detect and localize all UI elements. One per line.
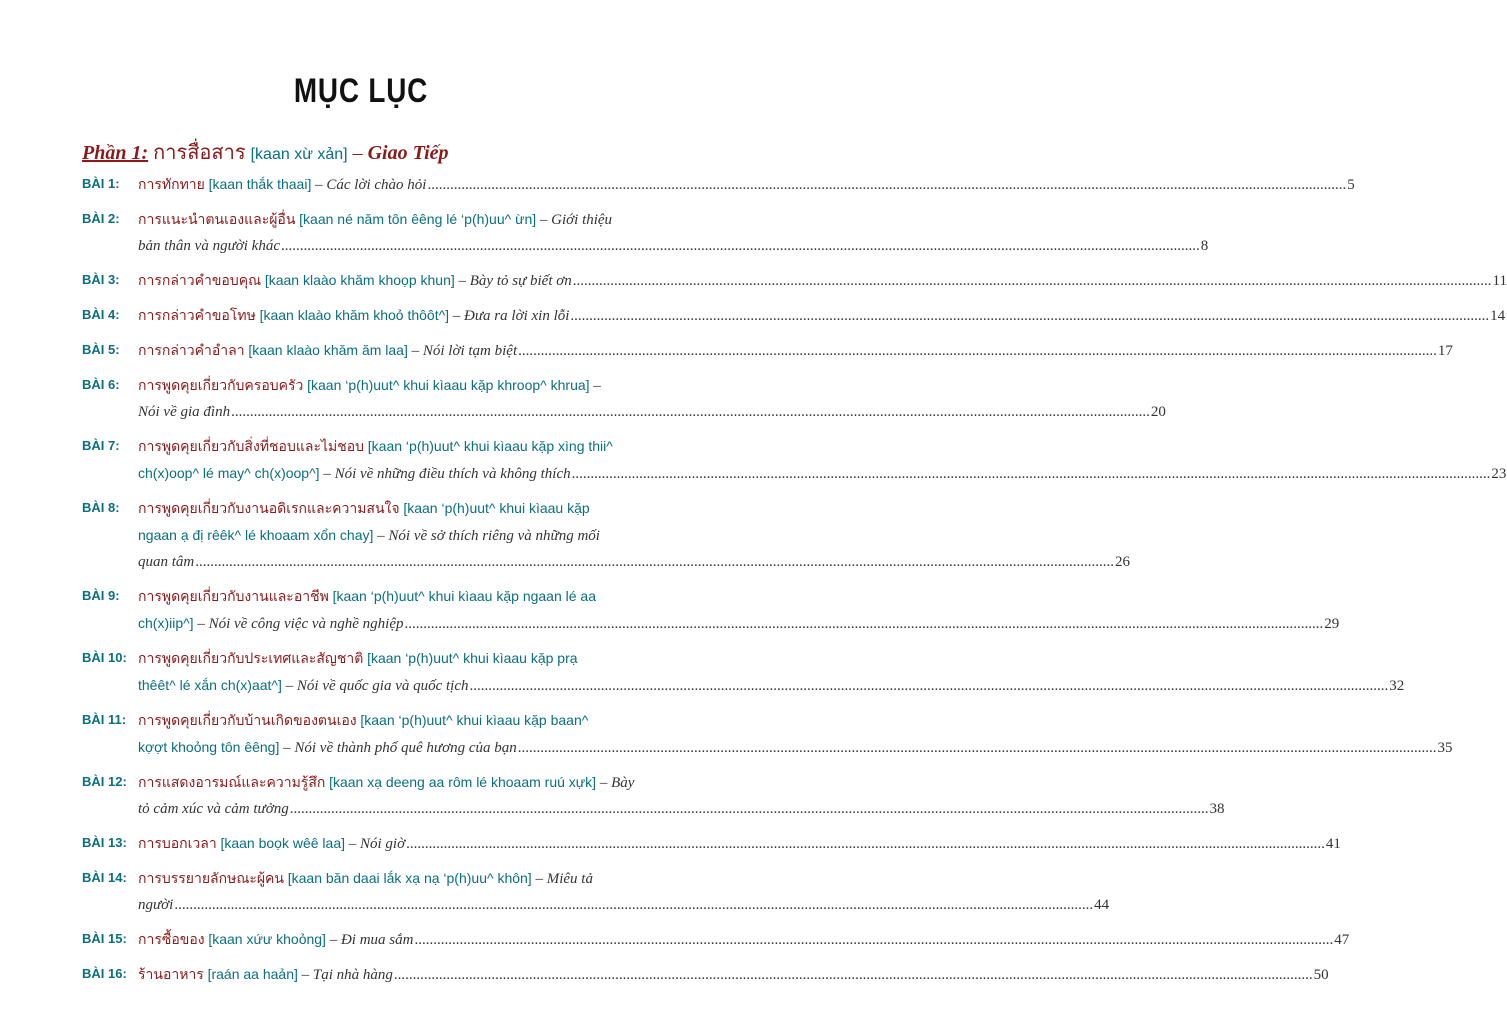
lesson-thai: การแสดงอารมณ์และความรู้สึก xyxy=(138,775,326,791)
lesson-vietnamese-cont: người xyxy=(138,897,174,913)
page-number: 5 xyxy=(1347,177,1355,193)
lesson-vietnamese: Nói về quốc gia và quốc tịch xyxy=(296,678,469,694)
toc-entry-12[interactable]: BÀI 12: การแสดงอารมณ์และความรู้สึก [kaan xạ deeng aa rôm lé khoaam ruú xựk] – Bày tỏ cảm xúc và cảm tưởng ..... 38 xyxy=(82,769,642,822)
page-number: 29 xyxy=(1324,616,1340,632)
lesson-roman: [kaan ‘p(h)uut^ khui kìaau kặp xyxy=(403,500,590,516)
lesson-thai: การกล่าวคำขอบคุณ xyxy=(138,273,262,289)
lesson-thai: การกล่าวคำอำลา xyxy=(138,343,245,359)
lesson-number: BÀI 3: xyxy=(82,272,120,287)
lesson-thai: ร้านอาหาร xyxy=(138,967,204,983)
lesson-vietnamese: Nói giờ xyxy=(360,836,406,852)
lesson-roman-cont: kợợt khoỏng tôn êêng] xyxy=(138,739,280,755)
leader-dots xyxy=(231,399,1150,425)
toc-entry-10[interactable]: BÀI 10: การพูดคุยเกี่ยวกับประเทศและสัญชาติ [kaan ‘p(h)uut^ khui kìaau kặp prạ thêêt^ lé xắn ch(x)aat^] – Nói về quốc gia và quốc tịch ..... 32 xyxy=(82,645,642,699)
toc-entry-14[interactable]: BÀI 14: การบรรยายลักษณะผู้คน [kaan băn daai lắk xạ nạ ‘p(h)uu^ khôn] – Miêu tả người ..... 44 xyxy=(82,865,642,918)
page-number: 14 xyxy=(1490,308,1506,324)
lesson-vietnamese: Nói về những điều thích và không thích xyxy=(334,466,571,482)
toc-entry-15[interactable]: BÀI 15: การซื้อของ [kaan xứư khoỏng] – Đi mua sắm ..... 47 xyxy=(82,926,642,953)
lesson-thai: การบรรยายลักษณะผู้คน xyxy=(138,871,284,887)
lesson-vietnamese: Các lời chào hỏi xyxy=(326,177,427,193)
lesson-roman: [kaan ‘p(h)uut^ khui kìaau kặp khroop^ khrua] xyxy=(307,377,590,393)
lesson-thai: การกล่าวคำขอโทษ xyxy=(138,308,256,324)
page-number: 20 xyxy=(1150,404,1166,420)
part-heading xyxy=(82,136,682,168)
lesson-roman: [raán aa haản] xyxy=(207,966,298,982)
lesson-roman-cont: ch(x)oop^ lé may^ ch(x)oop^] xyxy=(138,465,320,481)
lesson-thai: การพูดคุยเกี่ยวกับครอบครัว xyxy=(138,378,304,394)
lesson-roman: [kaan ‘p(h)uut^ khui kìaau kặp baan^ xyxy=(360,712,589,728)
page-title: MỤC LỤC xyxy=(293,72,429,110)
lesson-roman: [kaan ‘p(h)uut^ khui kìaau kặp xìng thii^ xyxy=(367,438,613,454)
toc-entry-2[interactable]: BÀI 2: การแนะนำตนเองและผู้อื่น [kaan né năm tôn êêng lé ‘p(h)uu^ ừn] – Giới thiệu bản thân và người khác ..... 8 xyxy=(82,206,642,259)
lesson-vietnamese: Nói về thành phố quê hương của bạn xyxy=(294,740,517,756)
toc-list xyxy=(82,171,1507,996)
leader-dots xyxy=(572,461,1491,487)
lesson-vietnamese: Giới thiệu xyxy=(551,212,613,228)
part-label: Phần 1: xyxy=(82,142,149,164)
lesson-vietnamese: Đưa ra lời xin lỗi xyxy=(464,308,570,324)
lesson-number: BÀI 12: xyxy=(82,774,127,789)
lesson-roman: [kaan klaào khăm khoọp khun] xyxy=(264,272,455,288)
toc-entry-3[interactable]: BÀI 3: การกล่าวคำขอบคุณ [kaan klaào khăm khoọp khun] – Bày tỏ sự biết ơn ..... 11 xyxy=(82,267,642,294)
lesson-thai: การบอกเวลา xyxy=(138,836,217,852)
leader-dots xyxy=(394,962,1313,988)
page-number: 41 xyxy=(1325,836,1341,852)
lesson-roman: [kaan né năm tôn êêng lé ‘p(h)uu^ ừn] xyxy=(299,211,537,227)
page-number: 32 xyxy=(1389,678,1405,694)
lesson-number: BÀI 11: xyxy=(82,712,127,727)
lesson-number: BÀI 14: xyxy=(82,870,127,885)
leader-dots xyxy=(406,831,1325,857)
leader-dots xyxy=(518,338,1437,364)
toc-entry-7[interactable]: BÀI 7: การพูดคุยเกี่ยวกับสิ่งที่ชอบและไม่ชอบ [kaan ‘p(h)uut^ khui kìaau kặp xìng thii^ ch(x)oop^ lé may^ ch(x)oop^] – Nói về những điều thích và không thích ..... 23 xyxy=(82,433,642,487)
lesson-number: BÀI 6: xyxy=(82,377,120,392)
lesson-vietnamese: Tại nhà hàng xyxy=(312,967,393,983)
leader-dots xyxy=(414,927,1333,953)
lesson-vietnamese: Nói về công việc và nghề nghiệp xyxy=(208,616,404,632)
leader-dots xyxy=(281,233,1200,259)
lesson-roman: [kaan klaào khăm ăm laa] xyxy=(248,342,408,358)
lesson-vietnamese-cont: bản thân và người khác xyxy=(138,238,280,254)
lesson-number: BÀI 15: xyxy=(82,931,127,946)
lesson-roman-cont: ch(x)iip^] xyxy=(138,615,194,631)
lesson-roman-cont: thêêt^ lé xắn ch(x)aat^] xyxy=(138,677,282,693)
lesson-thai: การแนะนำตนเองและผู้อื่น xyxy=(138,212,296,228)
leader-dots xyxy=(290,796,1209,822)
lesson-number: BÀI 7: xyxy=(82,438,120,453)
lesson-number: BÀI 10: xyxy=(82,650,127,665)
toc-entry-5[interactable]: BÀI 5: การกล่าวคำอำลา [kaan klaào khăm ăm laa] – Nói lời tạm biệt ..... 17 xyxy=(82,337,642,364)
lesson-roman: [kaan băn daai lắk xạ nạ ‘p(h)uu^ khôn] xyxy=(287,870,532,886)
part-thai-title: การสื่อสาร xyxy=(153,142,246,164)
page-number: 8 xyxy=(1200,238,1209,254)
leader-dots xyxy=(518,735,1437,761)
leader-dots xyxy=(427,172,1346,198)
leader-dots xyxy=(174,892,1093,918)
page-number: 35 xyxy=(1437,740,1453,756)
lesson-vietnamese: Bày tỏ sự biết ơn xyxy=(469,273,572,289)
lesson-roman: [kaan klaào khăm khoỏ thôôt^] xyxy=(259,307,450,323)
lesson-roman: [kaan ‘p(h)uut^ khui kìaau kặp prạ xyxy=(367,650,578,666)
leader-dots xyxy=(405,611,1324,637)
page-number: 38 xyxy=(1209,801,1225,817)
lesson-vietnamese: Bày xyxy=(611,775,635,791)
toc-entry-8[interactable]: BÀI 8: การพูดคุยเกี่ยวกับงานอดิเรกและความสนใจ [kaan ‘p(h)uut^ khui kìaau kặp ngaan ạ đị rêêk^ lé khoaam xổn chay] – Nói về sở thích riêng và những mối quan tâm ..... 26 xyxy=(82,495,642,575)
lesson-roman: [kaan xạ deeng aa rôm lé khoaam ruú xựk] xyxy=(329,774,597,790)
page-number: 26 xyxy=(1115,554,1130,570)
lesson-thai: การพูดคุยเกี่ยวกับบ้านเกิดของตนเอง xyxy=(138,713,357,729)
lesson-thai: การพูดคุยเกี่ยวกับงานและอาชีพ xyxy=(138,589,329,605)
page-number: 47 xyxy=(1334,932,1350,948)
lesson-roman: [kaan xứư khoỏng] xyxy=(208,931,326,947)
lesson-vietnamese: Nói về sở thích riêng và những mối xyxy=(388,528,600,544)
page-number: 17 xyxy=(1437,343,1453,359)
part-dash: – xyxy=(352,142,363,164)
lesson-thai: การพูดคุยเกี่ยวกับงานอดิเรกและความสนใจ xyxy=(138,501,400,517)
lesson-number: BÀI 1: xyxy=(82,176,120,191)
lesson-vietnamese: Nói về gia đình xyxy=(138,404,231,420)
lesson-roman: [kaan thắk thaai] xyxy=(208,176,312,192)
toc-entry-4[interactable]: BÀI 4: การกล่าวคำขอโทษ [kaan klaào khăm khoỏ thôôt^] – Đưa ra lời xin lỗi ..... 14 xyxy=(82,302,642,329)
lesson-number: BÀI 5: xyxy=(82,342,120,357)
lesson-thai: การพูดคุยเกี่ยวกับประเทศและสัญชาติ xyxy=(138,651,364,667)
page-number: 11 xyxy=(1492,273,1507,289)
lesson-vietnamese: Đi mua sắm xyxy=(340,932,414,948)
lesson-thai: การพูดคุยเกี่ยวกับสิ่งที่ชอบและไม่ชอบ xyxy=(138,439,365,455)
leader-dots xyxy=(195,549,1114,575)
lesson-number: BÀI 2: xyxy=(82,211,120,226)
toc-entry-9[interactable]: BÀI 9: การพูดคุยเกี่ยวกับงานและอาชีพ [kaan ‘p(h)uut^ khui kìaau kặp ngaan lé aa ch(x)iip^] – Nói về công việc và nghề nghiệp ..... 29 xyxy=(82,583,642,637)
lesson-vietnamese-cont: tỏ cảm xúc và cảm tưởng xyxy=(138,801,289,817)
page-number: 23 xyxy=(1491,466,1507,482)
lesson-roman: [kaan ‘p(h)uut^ khui kìaau kặp ngaan lé aa xyxy=(332,588,596,604)
lesson-number: BÀI 9: xyxy=(82,588,120,603)
lesson-roman: [kaan boọk wêê laa] xyxy=(220,835,345,851)
lesson-number: BÀI 8: xyxy=(82,500,120,515)
page-number: 44 xyxy=(1094,897,1110,913)
toc-entry-13[interactable]: BÀI 13: การบอกเวลา [kaan boọk wêê laa] – Nói giờ ..... 41 xyxy=(82,830,642,857)
part-vietnamese-title: Giao Tiếp xyxy=(367,142,449,164)
lesson-vietnamese: Nói lời tạm biệt xyxy=(422,343,518,359)
lesson-vietnamese-cont: quan tâm xyxy=(138,554,195,570)
part-romanization: [kaan xừ xản] xyxy=(250,146,348,163)
toc-entry-11[interactable]: BÀI 11: การพูดคุยเกี่ยวกับบ้านเกิดของตนเอง [kaan ‘p(h)uut^ khui kìaau kặp baan^ kợợt khoỏng tôn êêng] – Nói về thành phố quê hương của bạn ..... 35 xyxy=(82,707,642,761)
lesson-roman-cont: ngaan ạ đị rêêk^ lé khoaam xổn chay] xyxy=(138,527,374,543)
toc-entry-6[interactable]: BÀI 6: การพูดคุยเกี่ยวกับครอบครัว [kaan ‘p(h)uut^ khui kìaau kặp khroop^ khrua] – Nói về gia đình ..... 20 xyxy=(82,372,642,425)
lesson-number: BÀI 16: xyxy=(82,966,127,981)
lesson-thai: การทักทาย xyxy=(138,177,205,193)
lesson-number: BÀI 13: xyxy=(82,835,127,850)
toc-entry-1[interactable]: BÀI 1: การทักทาย [kaan thắk thaai] – Các lời chào hỏi ..... 5 xyxy=(82,171,642,198)
lesson-thai: การซื้อของ xyxy=(138,932,205,948)
page-number: 50 xyxy=(1313,967,1329,983)
lesson-number: BÀI 4: xyxy=(82,307,120,322)
leader-dots xyxy=(570,303,1489,329)
toc-entry-16[interactable]: BÀI 16: ร้านอาหาร [raán aa haản] – Tại nhà hàng ..... 50 xyxy=(82,961,642,988)
lesson-vietnamese: Miêu tả xyxy=(546,871,593,887)
leader-dots xyxy=(573,268,1492,294)
leader-dots xyxy=(470,673,1389,699)
